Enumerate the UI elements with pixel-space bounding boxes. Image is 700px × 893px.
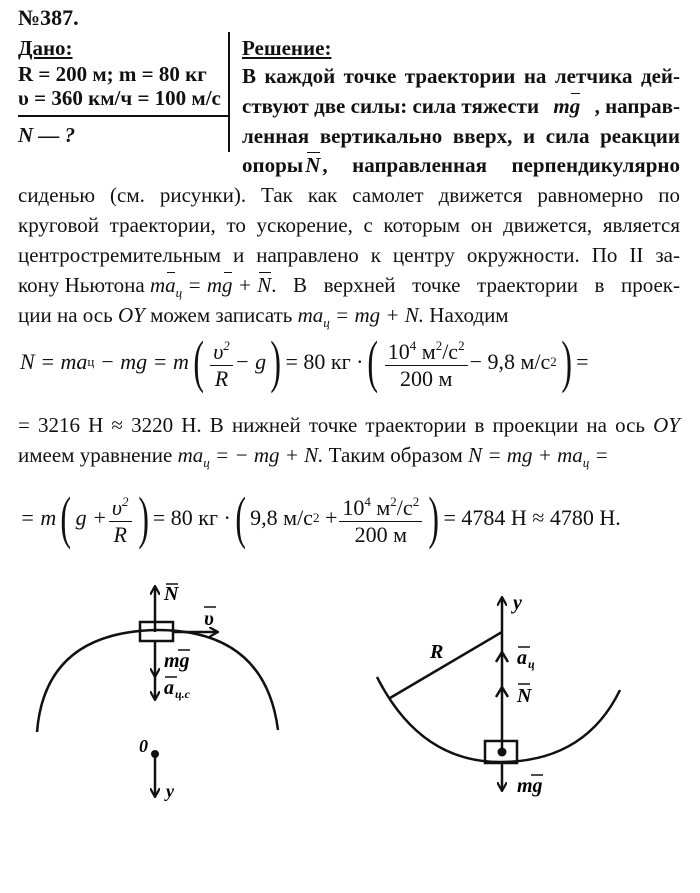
text-span: . В верхней точке траектории в проек-	[271, 273, 680, 297]
text-span: , направ-	[594, 94, 680, 118]
mg-vector: mg	[553, 94, 581, 118]
text-span: = 3216 Н ≈ 3220 Н. В нижней точке траектории в проекции на ось	[18, 413, 654, 437]
solution-wide-line-2: круговой траектории, то ускорение, с которым он движется, является	[18, 213, 680, 237]
axis-label: OY	[117, 303, 145, 327]
newton-law-formula: $ma_ц$ = mg + N	[150, 273, 272, 300]
figure-top-point	[37, 583, 278, 801]
solution-wide-line-3: центростремительным и направлено к центру окружности. По II за-	[18, 243, 680, 267]
solution-line-1: В каждой точке траектории на летчика дей-	[242, 64, 680, 88]
label-a-sub-top: ц.с	[175, 687, 190, 701]
radius-line	[390, 632, 502, 698]
text-span: ствуют две силы: сила тяжести	[242, 94, 540, 118]
text-span: , направленная перпендикулярно	[322, 153, 680, 177]
label-mg-top: mg	[164, 650, 190, 672]
text-span: кону Ньютона	[18, 273, 145, 297]
label-a-top: a	[164, 677, 174, 699]
label-mg-bottom: mg	[517, 775, 543, 797]
figure-bottom-point	[377, 592, 620, 797]
text-span: Таким образом	[323, 443, 469, 467]
formula-bottom-point: = m ( g + $\frac{\upsilon^2}{R}$ ) = 80 кг · ( 9,8 м/с 2 + $\frac{10^4 м^2/с^2}{200 м}$ ) = 4784 Н ≈ 4780 Н.	[20, 485, 621, 550]
label-a-bottom: a	[517, 647, 527, 669]
pilot-point	[498, 748, 507, 757]
N-vector: N	[305, 153, 321, 177]
label-origin: 0	[139, 736, 148, 756]
label-N-top: N	[164, 583, 179, 605]
formula-top-point: N = ma ц − mg = m ( $\frac{\upsilon^2}{R}$ − g ) = 80 кг · ( $\frac{10^4 м^2/с^2}{200 м}$ − 9,8 м/с 2 ) =	[20, 329, 589, 394]
axis-label: OY	[653, 413, 680, 437]
given-line-1: R = 200 м; m = 80 кг	[18, 62, 207, 86]
bottom-projection-formula: $ma_ц$ = − mg + N.	[177, 443, 324, 470]
text-span: можем записать	[144, 303, 298, 327]
projection-formula: $ma_ц$ = mg + N.	[297, 303, 425, 330]
find-label: N — ?	[18, 123, 76, 147]
N-expression: N = mg + $ma_ц$ =	[468, 443, 609, 470]
given-line-2: υ = 360 км/ч = 100 м/с	[18, 86, 221, 110]
given-label: Дано:	[18, 36, 73, 60]
label-a-sub-bottom: ц	[528, 657, 535, 671]
label-N-bottom: N	[517, 685, 532, 707]
text-span: ции на ось	[18, 303, 118, 327]
text-span: Находим	[424, 303, 509, 327]
problem-number: №387.	[18, 5, 79, 30]
solution-label: Решение:	[242, 36, 332, 60]
label-v-top: υ	[204, 608, 214, 630]
label-y-top: y	[166, 781, 174, 801]
label-y-bottom: y	[513, 592, 522, 614]
text-span: имеем уравнение	[18, 443, 178, 467]
trajectory-arc-top	[37, 630, 278, 732]
label-R: R	[430, 641, 444, 663]
text-span: опоры	[242, 153, 304, 177]
solution-line-3: ленная вертикально вверх, и сила реакции	[242, 124, 680, 148]
solution-wide-line-1: сиденью (см. рисунки). Так как самолет движется равномерно по	[18, 183, 680, 207]
